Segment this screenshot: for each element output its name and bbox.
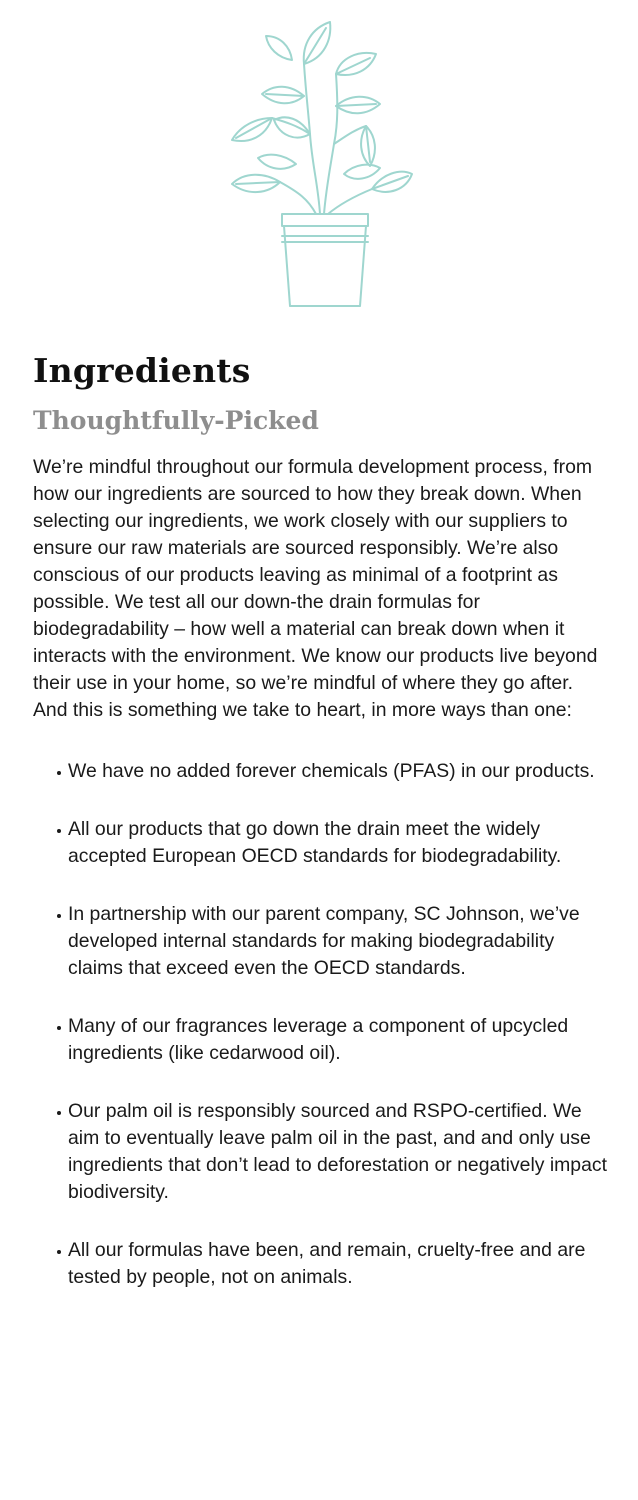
ingredients-section (33, 346, 608, 1322)
section-title: Ingredients (33, 351, 251, 390)
section-subtitle: Thoughtfully-Picked (33, 406, 319, 435)
list-item: All our products that go down the drain meet the widely accepted European OECD standards for biodegradability. (33, 816, 608, 870)
points-list (33, 758, 608, 1291)
list-item: All our formulas have been, and remain, cruelty-free and are tested by people, not on animals. (33, 1237, 608, 1291)
list-item: In partnership with our parent company, SC Johnson, we’ve developed internal standards for making biodegradability claims that exceed even the OECD standards. (33, 901, 608, 982)
hero-illustration (0, 0, 638, 320)
potted-plant-icon (220, 14, 420, 310)
intro-paragraph: We’re mindful throughout our formula development process, from how our ingredients are sourced to how they break down. When selecting our ingredients, we work closely with our suppliers to ensure our raw materials are sourced responsibly. We’re also conscious of our products leaving as minimal of a footprint as possible. We test all our down-the drain formulas for biodegradability – how well a material can break down when it interacts with the environment. We know our products live beyond their use in your home, so we’re mindful of where they go after. And this is something we take to heart, in more ways than one: (33, 456, 598, 721)
list-item: Our palm oil is responsibly sourced and RSPO-certified. We aim to eventually leave palm oil in the past, and and only use ingredients that don’t lead to deforestation or negatively impact biodiversity. (33, 1098, 608, 1206)
list-item: We have no added forever chemicals (PFAS) in our products. (33, 758, 608, 785)
list-item: Many of our fragrances leverage a component of upcycled ingredients (like cedarwood oil). (33, 1013, 608, 1067)
